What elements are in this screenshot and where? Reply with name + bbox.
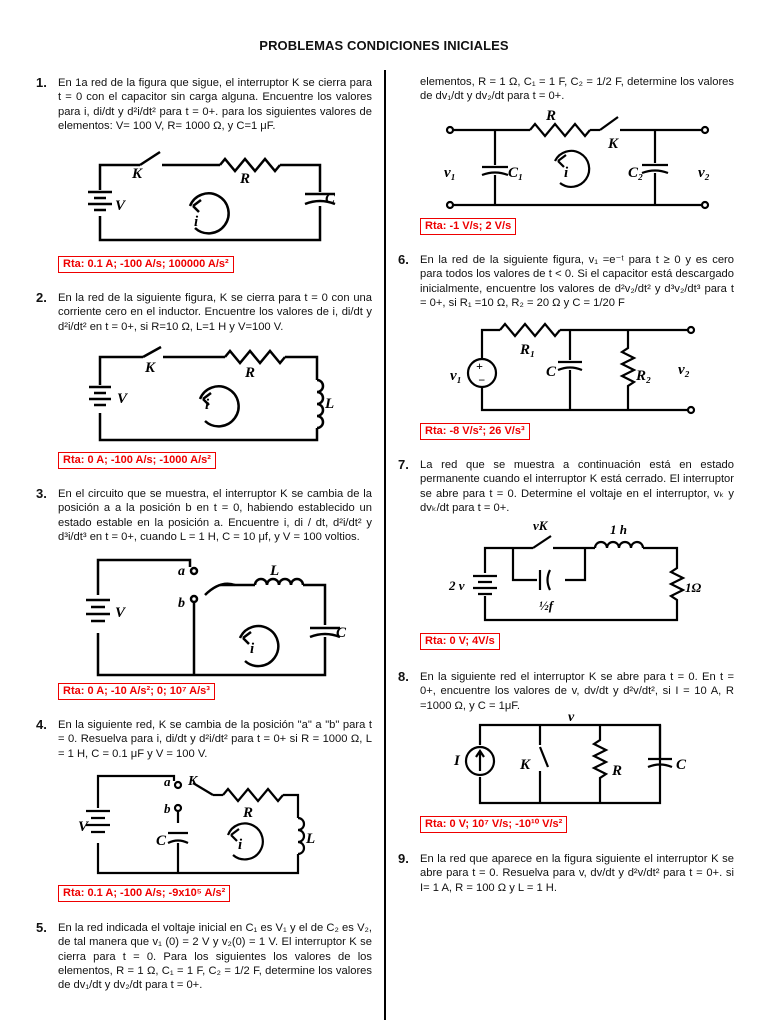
fig4-label-b: b <box>164 801 171 816</box>
fig6-label-r2: R₂ <box>636 368 652 384</box>
figure-1-circuit <box>80 140 350 255</box>
figure-3-circuit <box>80 555 360 685</box>
page-title: PROBLEMAS CONDICIONES INICIALES <box>259 38 509 53</box>
fig5-label-k: K <box>608 136 619 152</box>
fig2-label-r: R <box>245 365 256 381</box>
fig6-label-v2: v₂ <box>678 362 690 378</box>
fig7-label-vk: vK <box>533 518 548 533</box>
fig4-label-v: V <box>78 819 89 835</box>
problem-4-number: 4. <box>36 717 47 732</box>
fig3-label-b: b <box>178 596 185 611</box>
fig1-label-k: K <box>132 166 143 182</box>
fig6-minus: − <box>478 373 486 387</box>
problem-2-answer: Rta: 0 A; -100 A/s; -1000 A/s² <box>58 452 216 469</box>
problem-9-text: En la red que aparece en la figura siguiente el interruptor K se abre para t = 0. Resuelva para v, dv/dt y d²v/dt² para t = 0+. si I= 1 A, R = 100 Ω y L = 1 H. <box>420 853 734 894</box>
fig3-label-v: V <box>115 605 126 621</box>
problem-9-number: 9. <box>398 851 409 866</box>
fig7-label-c: ½f <box>539 598 554 613</box>
figure-8-circuit <box>450 710 690 810</box>
column-divider <box>384 70 386 1020</box>
fig3-label-i: i <box>250 641 255 657</box>
fig1-label-r: R <box>240 171 251 187</box>
problem-7-text: La red que se muestra a continuación está en estado permanente cuando el interruptor K está cerrado. El interruptor se abre para t = 0. Determine el voltaje en el interruptor, vₖ y dvₖ/dt para t = 0+. <box>420 459 734 514</box>
problem-6-answer: Rta: -8 V/s²; 26 V/s³ <box>420 423 530 440</box>
fig8-label-r: R <box>612 763 623 779</box>
fig8-label-k: K <box>520 757 531 773</box>
problem-8-number: 8. <box>398 669 409 684</box>
fig4-label-c: C <box>156 833 167 849</box>
fig3-label-l: L <box>270 563 280 579</box>
fig2-label-k: K <box>145 360 156 376</box>
fig3-label-c: C <box>336 625 347 641</box>
problem-5-text-continued: elementos, R = 1 Ω, C₁ = 1 F, C₂ = 1/2 F, determine los valores de dv₁/dt y dv₂/dt para t = 0+. <box>420 76 734 103</box>
fig4-label-i: i <box>238 837 243 853</box>
problem-4-answer: Rta: 0.1 A; -100 A/s; -9x10⁵ A/s² <box>58 885 230 902</box>
fig7-label-r: 1Ω <box>685 580 702 595</box>
fig1-label-i: i <box>194 214 199 230</box>
fig4-label-r: R <box>243 805 254 821</box>
fig5-label-v1: v₁ <box>444 165 456 181</box>
fig8-label-i: I <box>454 753 460 769</box>
problem-5-number: 5. <box>36 920 47 935</box>
problem-8-answer: Rta: 0 V; 10⁷ V/s; -10¹⁰ V/s² <box>420 816 567 833</box>
fig2-label-l: L <box>325 396 335 412</box>
fig6-label-c: C <box>546 364 557 380</box>
problem-5-text: En la red indicada el voltaje inicial en C₁ es V₁ y el de C₂ es V₂, de tal manera que v₁ (0) = 2 V y v₂(0) = 1 V. El interruptor K se cierra para t = 0. Para los siguientes los valores de los elementos, R = 1 Ω, C₁ = 1 F, C₂ = 1/2 F, determine los valores de dv₁/dt y dv₂/dt para t = 0+. <box>58 922 372 992</box>
problem-2-text: En la red de la siguiente figura, K se cierra para t = 0 con una corriente cero en el inductor. Encuentre los valores de i, di/dt y d²i/dt² en t = 0+, si R=10 Ω, L=1 H y V=100 V. <box>58 292 372 333</box>
fig1-label-c: C <box>325 191 336 207</box>
problem-3-text: En el circuito que se muestra, el interruptor K se cambia de la posición a a la posición b en t = 0, habiendo establecido un estado estable en la posición a. Encuentre i, di / dt, d²i/dt² y d³i/dt³ en t = 0+, cuando L = 1 H, C = 10 μf, y V = 100 voltios. <box>58 488 372 543</box>
figure-6-circuit <box>450 318 710 418</box>
figure-5-circuit <box>440 105 720 215</box>
fig8-label-v: v <box>568 710 575 725</box>
fig6-label-v1: v₁ <box>450 368 462 384</box>
fig4-label-k: K <box>188 774 198 789</box>
figure-2-circuit <box>85 345 345 450</box>
fig5-label-i: i <box>564 165 569 181</box>
fig5-label-v2: v₂ <box>698 165 710 181</box>
fig4-label-l: L <box>306 831 316 847</box>
problem-6-text: En la red de la siguiente figura, v₁ =e⁻ᵗ para t ≥ 0 y es cero para todos los valores de t < 0. Si el capacitor está descargado inicialmente, encuentre los valores de d²v₂/dt² y d³v₂/dt³ para t = 0+, si R₁ =10 Ω, R₂ = 20 Ω y C = 1/20 F <box>420 254 734 309</box>
fig3-label-a: a <box>178 564 185 579</box>
fig2-label-v: V <box>117 391 128 407</box>
problem-8-text: En la siguiente red el interruptor K se abre para t = 0. En t = 0+, encuentre los valores de v, dv/dt y d²v/dt², si I = 10 A, R =1000 Ω, y C = 1μF. <box>420 671 734 712</box>
fig2-label-i: i <box>205 397 210 413</box>
fig1-label-v: V <box>115 198 126 214</box>
fig5-label-c1: C₁ <box>508 165 524 181</box>
problem-5-answer: Rta: -1 V/s; 2 V/s <box>420 218 516 235</box>
problem-2-number: 2. <box>36 290 47 305</box>
problem-1-answer: Rta: 0.1 A; -100 A/s; 100000 A/s² <box>58 256 234 273</box>
problem-7-answer: Rta: 0 V; 4V/s <box>420 633 500 650</box>
problem-7-number: 7. <box>398 457 409 472</box>
fig5-label-c2: C₂ <box>628 165 644 181</box>
problem-6-number: 6. <box>398 252 409 267</box>
figure-4-circuit <box>78 773 338 883</box>
figure-7-circuit <box>445 518 702 628</box>
problem-3-answer: Rta: 0 A; -10 A/s²; 0; 10⁷ A/s³ <box>58 683 215 700</box>
fig7-label-v: 2 v <box>449 578 465 593</box>
fig7-label-l: 1 h <box>610 522 627 537</box>
fig6-plus: + <box>476 359 483 373</box>
fig8-label-c: C <box>676 757 687 773</box>
problem-1-number: 1. <box>36 75 47 90</box>
fig4-label-a: a <box>164 774 171 789</box>
problem-4-text: En la siguiente red, K se cambia de la posición "a" a "b" para t = 0. Resuelva para i, di/dt y d²i/dt² para t = 0+ si R = 1000 Ω, L = 1 H, C = 0.1 μF y V = 100 V. <box>58 719 372 760</box>
problem-3-number: 3. <box>36 486 47 501</box>
problem-1-text: En 1a red de la figura que sigue, el interruptor K se cierra para t = 0 con el capacitor sin carga alguna. Encuentre los valores para i, di/dt y d²i/dt² para t = 0+. para los siguientes valores de elementos: V= 100 V, R= 1000 Ω, y C=1 μF. <box>58 77 372 132</box>
fig5-label-r: R <box>546 108 557 124</box>
fig6-label-r1: R₁ <box>520 342 536 358</box>
